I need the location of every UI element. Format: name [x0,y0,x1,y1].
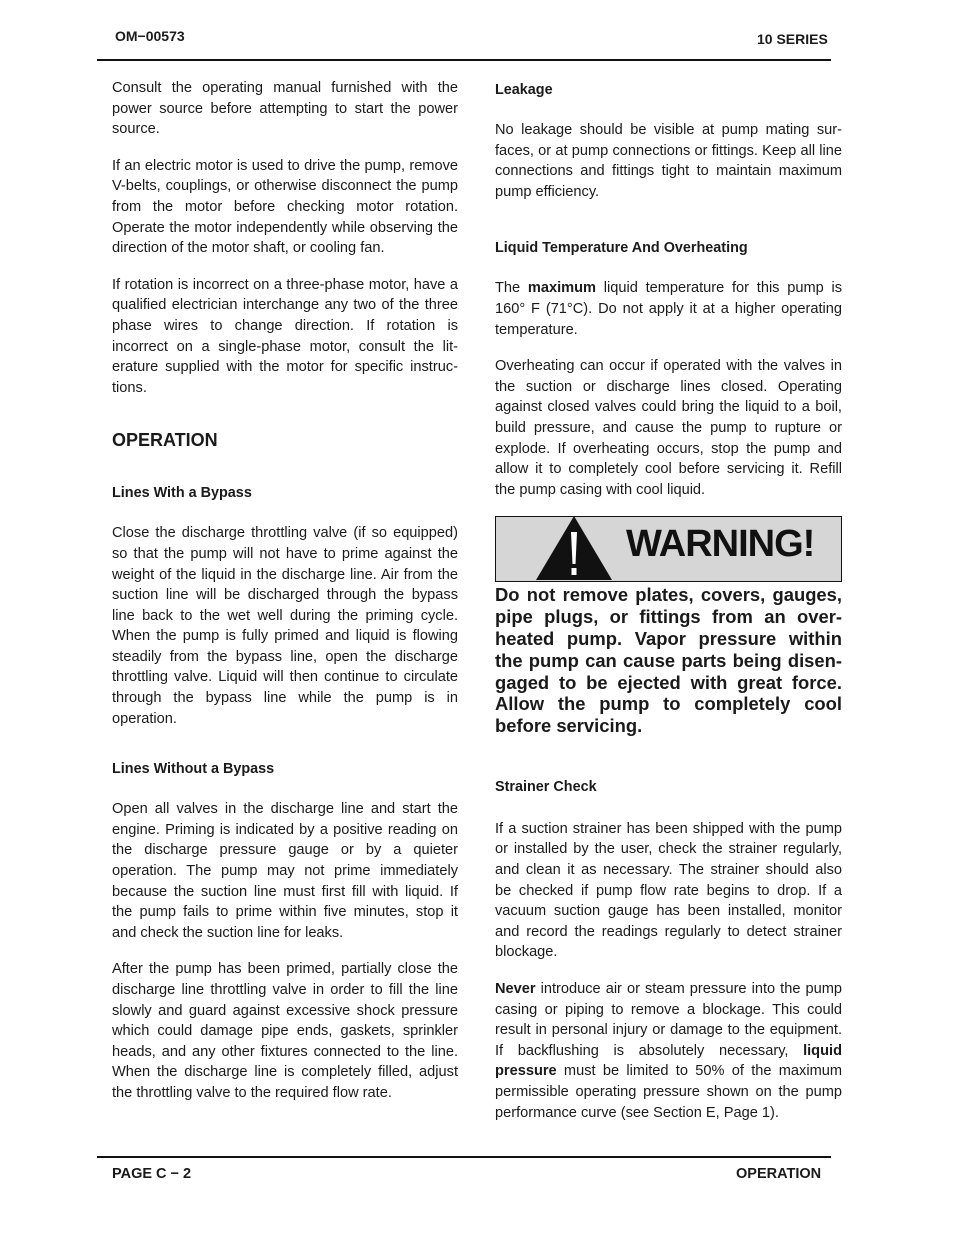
strainer-heading: Strainer Check [495,778,597,795]
leakage-heading: Leakage [495,82,553,98]
temperature-heading: Liquid Temperature And Overheating [495,240,748,257]
no-bypass-paragraph-2: After the pump has been primed, partially close the discharge line throttling valve in order to fill the line slowly and guard against excessive shock pressure which could damage pipe ends, gaskets, sprinkler heads, and any other fixtures connected to the line. When the discharge line is completely filled, adjust the throttling valve to the required flow rate. [112,961,458,1101]
warning-message: Do not remove plates, covers, gauges, pipe plugs, or fittings from an overheated pump. Vapor pressure within the pump can cause parts being disengaged to be ejected with great force. Allow the pump to completely cool before servicing. [495,584,842,737]
motor-rotation-paragraph: If an electric motor is used to drive the pump, remove V-belts, couplings, or otherwise disconnect the pump from the motor before checking motor rotation. Operate the motor independently while observing the direction of the motor shaft, or cooling fan. [112,157,458,257]
warning-banner [495,516,842,582]
maximum-emphasis: maximum [527,280,597,297]
strainer-paragraph: If a suction strainer has been shipped with the pump or installed by the user, check the strainer regularly, and clean it as necessary. The strainer should also be checked if pump flow rate begins to drop. If a vacuum suction gauge has been installed, monitor and record the readings regularly to detect strainer blockage. [495,820,842,961]
right-column [495,78,842,1139]
bypass-paragraph: Close the discharge throttling valve (if so equipped) so that the pump will not have to prime against the weight of the liquid in the discharge line. Air from the suction line will be discharged through the bypass line back to the wet well during the priming cycle. When the pump is fully primed and liquid is flowing steadily from the bypass line, open the discharge throttling valve. Liquid will then continue to circulate through the bypass line while the pump is in operation. [112,525,458,727]
leakage-paragraph: No leakage should be visible at pump mating surfaces, or at pump connections or fittings. Keep all line connections and fittings tight to maintain maximum pump efficiency. [495,122,842,200]
section-name: OPERATION [736,1166,822,1182]
power-source-paragraph: Consult the operating manual furnished with the power source before attempting to start the power source. [112,80,458,138]
never-paragraph: Never introduce air or steam pressure into the pump casing or piping to remove a blockage. This could result in personal injury or damage to the equipment. If backflushing is absolutely necessary, liquid pressure must be limited to 50% of the maximum permissible operating pressure shown on the pump performance curve (see Section E, Page 1). [495,981,842,1121]
warning-title: WARNING! [626,523,815,566]
liquid-pressure-emphasis: liquid pressure [495,1042,842,1080]
no-bypass-heading: Lines Without a Bypass [112,761,275,778]
warning-triangle-icon [536,516,616,582]
never-emphasis: Never [495,981,536,998]
bypass-heading: Lines With a Bypass [112,485,252,502]
no-bypass-paragraph-1: Open all valves in the discharge line and start the engine. Priming is indicated by a positive reading on the discharge pressure gauge or by a quieter operation. The pump may not prime immediately because the suction line must first fill with liquid. If the pump fails to prime within five minutes, stop it and check the suction line for leaks. [112,801,458,941]
footer-rule [97,1156,831,1158]
doc-number: OM−00573 [115,28,185,44]
page-number: PAGE C − 2 [112,1166,192,1182]
operation-heading: OPERATION [112,430,218,451]
left-column [112,78,458,1120]
overheating-paragraph: Overheating can occur if operated with the valves in the suction or discharge lines closed. Operating against closed valves could bring the liquid to a boil, build pressure, and cause the pump to rupture or explode. If overheating occurs, stop the pump and allow it to completely cool before servicing it. Refill the pump casing with cool liquid. [495,358,842,498]
max-temperature-paragraph: The maximum liquid temperature for this pump is 160° F (71°C). Do not apply it at a higher operating temperature. [495,280,843,338]
series-label: 10 SERIES [757,31,828,47]
header-rule [97,59,831,61]
rotation-incorrect-paragraph: If rotation is incorrect on a three-phase motor, have a qualified electrician interchange any two of the three phase wires to change direction. If rotation is incorrect on a single-phase motor, consult the literature supplied with the motor for specific instructions. [112,276,458,396]
